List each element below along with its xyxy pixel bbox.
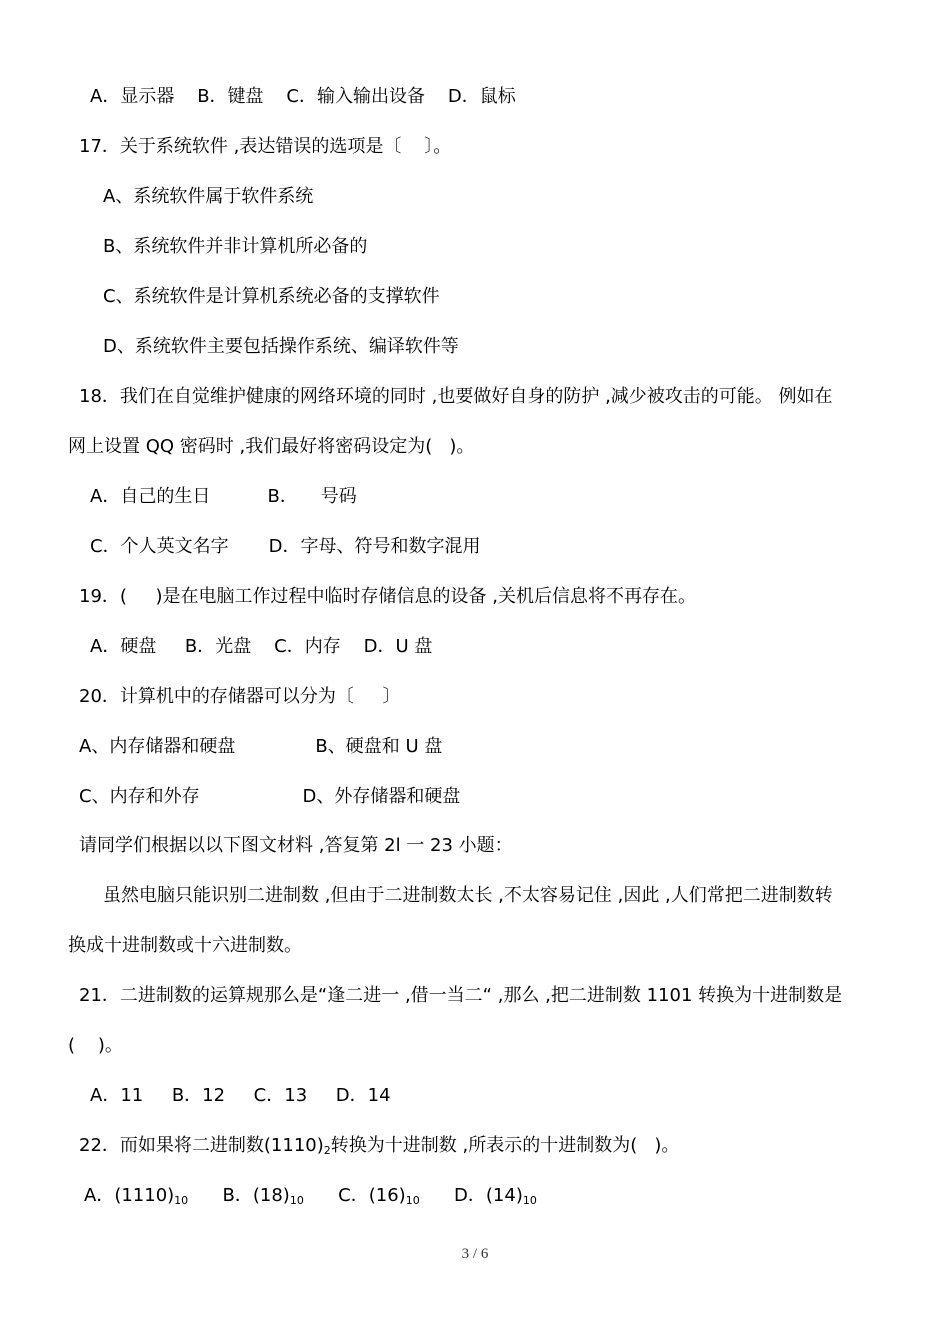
q16-options: A．显示器 B．键盘 C．输入输出设备 D．鼠标 [90,86,516,107]
q21-options: A．11 B．12 C．13 D．14 [90,1085,391,1106]
q22-option-a: A．$(1110)_{10}$ [84,1185,189,1207]
q22-option-b: B．$(18)_{10}$ [222,1185,304,1207]
q22-stem: 22．而如果将二进制数$(1110)_2$转换为十进制数 ,所表示的十进制数为( )。 [79,1135,680,1157]
material-paragraph-line1: 虽然电脑只能识别二进制数 ,但由于二进制数太长 ,不太容易记住 ,因此 ,人们常把二进制数转 [103,885,833,906]
page-number: 3 / 6 [461,1246,489,1262]
q17-option-d: D、系统软件主要包括操作系统、编译软件等 [103,336,459,357]
q17-option-c: C、系统软件是计算机系统必备的支撑软件 [103,286,440,307]
q22-option-d: D．$(14)_{10}$ [454,1185,537,1207]
q20-options-ab: A、内存储器和硬盘 B、硬盘和 U 盘 [79,736,443,757]
material-paragraph-line2: 换成十进制数或十六进制数。 [68,935,302,956]
q18-options-ab: A．自己的生日 B． 号码 [90,486,357,507]
q20-options-cd: C、内存和外存 D、外存储器和硬盘 [79,786,461,807]
q22-options [84,1185,537,1207]
q21-stem-line1: 21．二进制数的运算规那么是“逢二进一 ,借一当二“ ,那么 ,把二进制数 1101 转换为十进制数是 [79,985,843,1006]
material-intro: 请同学们根据以以下图文材料 ,答复第 2l 一 23 小题： [79,835,513,856]
q17-option-a: A、系统软件属于软件系统 [103,186,314,207]
q18-stem-line1: 18．我们在自觉维护健康的网络环境的同时 ,也要做好自身的防护 ,减少被攻击的可能。 例如在 [79,386,833,407]
q20-stem: 20．计算机中的存储器可以分为〔 〕 [79,686,401,707]
q21-stem-line2: ( )。 [68,1035,123,1056]
q19-stem: 19．( )是在电脑工作过程中临时存储信息的设备 ,关机后信息将不再存在。 [79,586,696,607]
q22-option-c: C．$(16)_{10}$ [338,1185,420,1207]
q19-options: A．硬盘 B．光盘 C．内存 D．U 盘 [90,636,433,657]
q18-stem-line2: 网上设置 QQ 密码时 ,我们最好将密码设定为( )。 [68,436,475,457]
q17-option-b: B、系统软件并非计算机所必备的 [103,236,368,257]
q17-stem: 17．关于系统软件 ,表达错误的选项是〔 〕。 [79,136,452,157]
q18-options-cd: C．个人英文名字 D．字母、符号和数字混用 [90,536,481,557]
